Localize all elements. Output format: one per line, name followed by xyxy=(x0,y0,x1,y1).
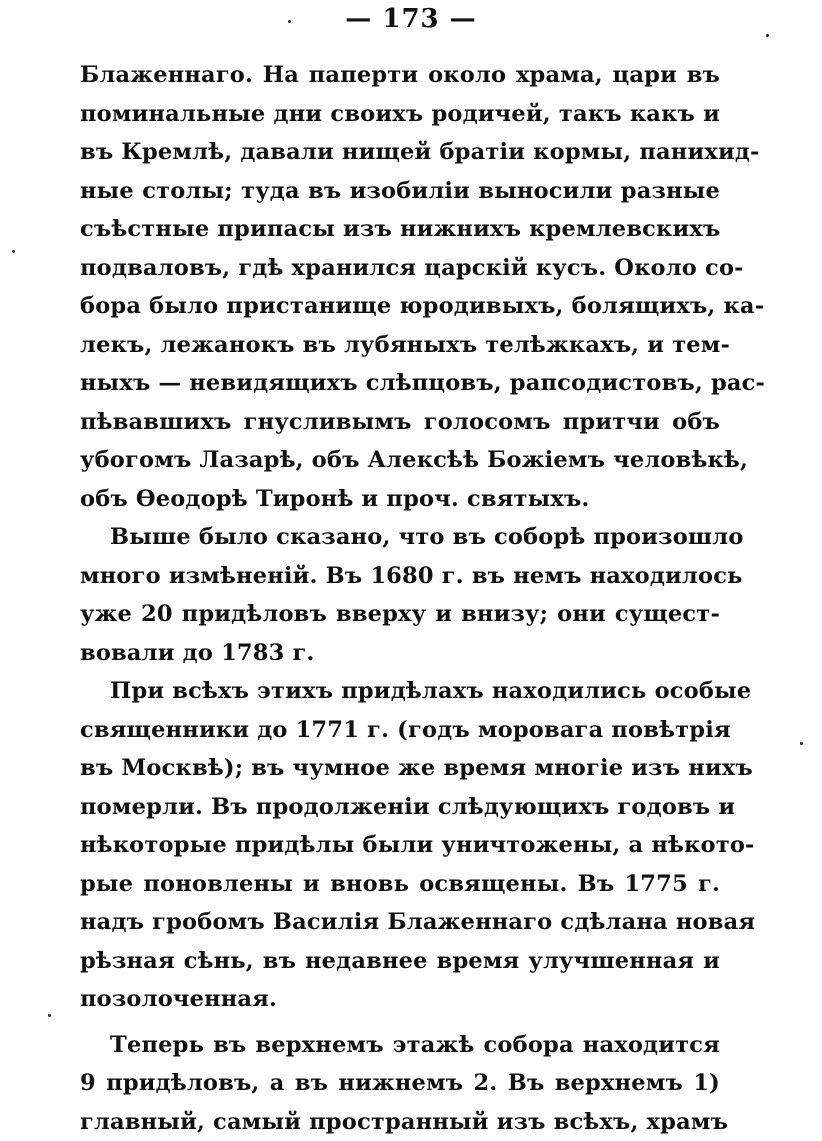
text-line: рѣзная сѣнь, въ недавнее время улучшенная и xyxy=(80,942,720,981)
text-line: 9 придѣловъ, а въ нижнемъ 2. Въ верхнемъ 1) xyxy=(80,1064,720,1103)
text-line: Теперь въ верхнемъ этажѣ собора находится xyxy=(80,1026,720,1065)
text-line: вовали до 1783 г. xyxy=(80,634,720,673)
text-line: поминальные дни своихъ родичей, такъ какъ и xyxy=(80,95,720,134)
body-text xyxy=(80,56,720,1141)
scan-speck xyxy=(800,742,803,745)
text-line: съѣстные припасы изъ нижнихъ кремлевскихъ xyxy=(80,210,720,249)
page-number: — 173 — xyxy=(0,4,822,34)
text-line: позолоченная. xyxy=(80,980,720,1019)
text-line: въ Москвѣ); въ чумное же время многіе изъ нихъ xyxy=(80,749,720,788)
scan-speck xyxy=(766,34,769,37)
text-line: Выше было сказано, что въ соборѣ произошло xyxy=(80,518,720,557)
text-line: подваловъ, гдѣ хранился царскій кусъ. Около со- xyxy=(80,249,720,288)
text-line: лекъ, лежанокъ въ лубяныхъ телѣжкахъ, и тем- xyxy=(80,326,720,365)
text-line: объ Ѳеодорѣ Тиронѣ и проч. святыхъ. xyxy=(80,480,720,519)
text-line: много измѣненій. Въ 1680 г. въ немъ находилось xyxy=(80,557,720,596)
text-line: надъ гробомъ Василія Блаженнаго сдѣлана новая xyxy=(80,903,720,942)
paragraph xyxy=(80,518,720,672)
text-line: Блаженнаго. На паперти около храма, цари въ xyxy=(80,56,720,95)
text-line: пѣвавшихъ гнусливымъ голосомъ притчи объ xyxy=(80,403,720,442)
paragraph xyxy=(80,56,720,518)
text-line: нѣкоторые придѣлы были уничтожены, а нѣкото- xyxy=(80,826,720,865)
text-line: священники до 1771 г. (годъ моровага повѣтрія xyxy=(80,711,720,750)
scan-speck xyxy=(48,1014,51,1017)
paragraph xyxy=(80,672,720,1019)
text-line: главный, самый пространный изъ всѣхъ, храмъ xyxy=(80,1103,720,1141)
scan-speck xyxy=(288,20,291,23)
text-line: въ Кремлѣ, давали нищей братіи кормы, панихид- xyxy=(80,133,720,172)
scan-speck xyxy=(12,250,15,253)
text-line: померли. Въ продолженіи слѣдующихъ годовъ и xyxy=(80,788,720,827)
paragraph xyxy=(80,1026,720,1141)
text-line: рые поновлены и вновь освящены. Въ 1775 г. xyxy=(80,865,720,904)
text-line: уже 20 придѣловъ вверху и внизу; они сущест- xyxy=(80,595,720,634)
text-line: убогомъ Лазарѣ, объ Алексѣѣ Божіемъ человѣкѣ, xyxy=(80,441,720,480)
text-line: бора было пристанище юродивыхъ, болящихъ, ка- xyxy=(80,287,720,326)
text-line: ные столы; туда въ изобиліи выносили разные xyxy=(80,172,720,211)
text-line: ныхъ — невидящихъ слѣпцовъ, рапсодистовъ, рас- xyxy=(80,364,720,403)
text-line: При всѣхъ этихъ придѣлахъ находились особые xyxy=(80,672,720,711)
